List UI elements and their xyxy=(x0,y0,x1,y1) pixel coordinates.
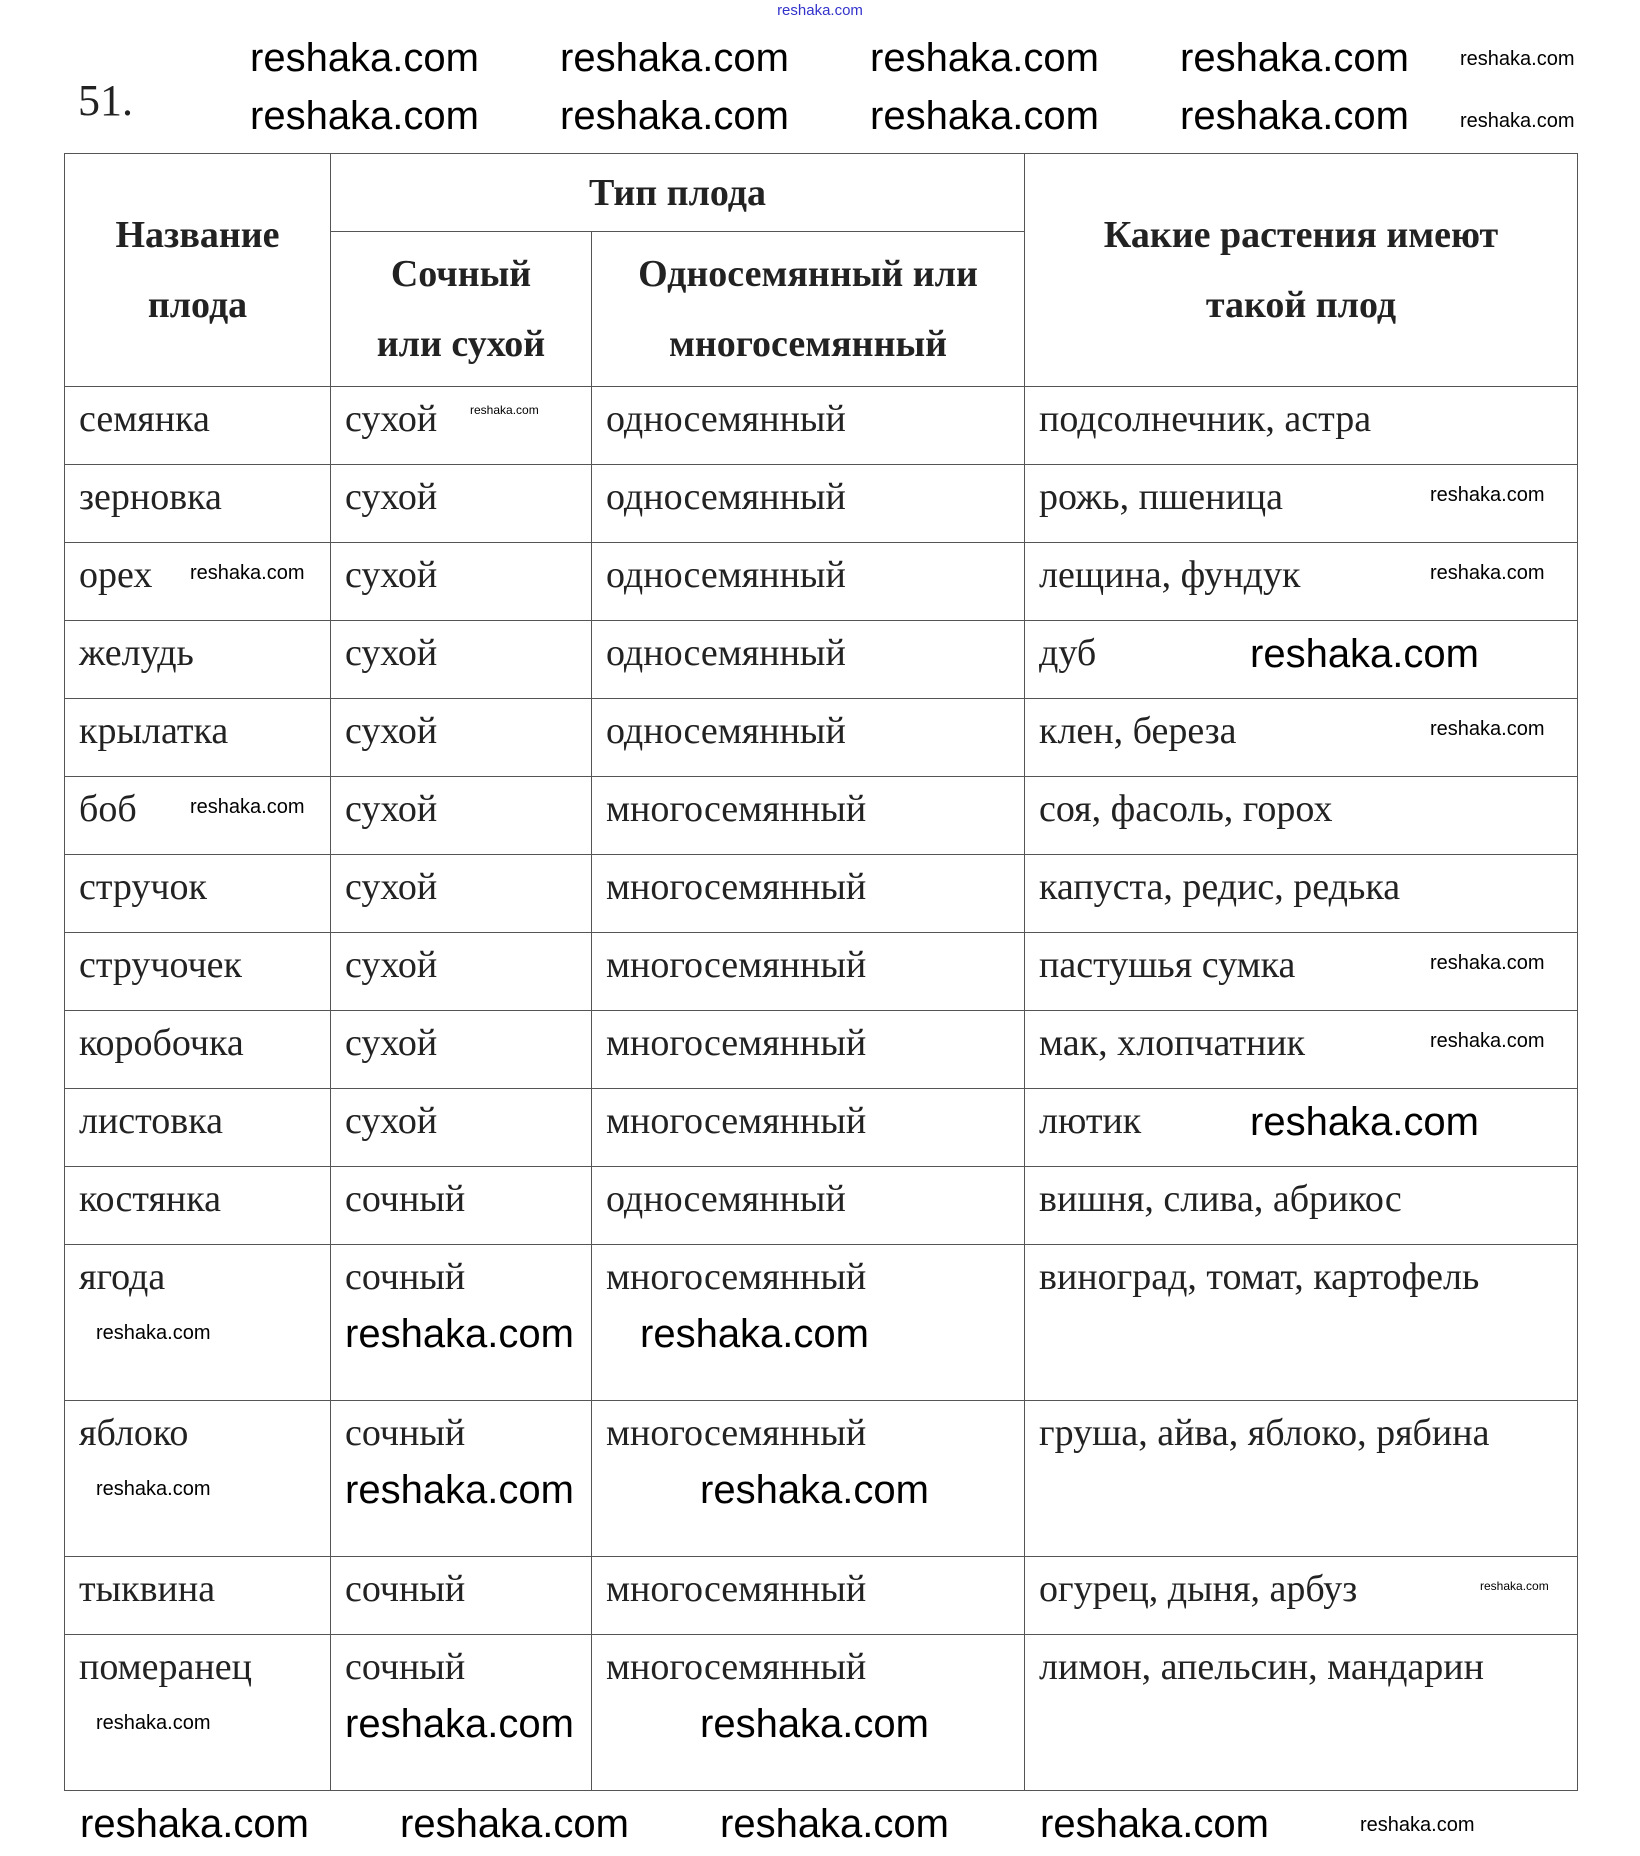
watermark: reshaka.com xyxy=(96,1322,211,1344)
cell-juicy: сухой xyxy=(331,621,592,699)
watermark: reshaka.com xyxy=(80,1802,309,1846)
cell-name: ягода xyxy=(65,1245,331,1401)
cell-plants: лютик xyxy=(1025,1089,1578,1167)
header-name: Название плода xyxy=(65,154,331,387)
cell-juicy: сухой xyxy=(331,465,592,543)
watermark: reshaka.com xyxy=(1430,718,1545,740)
header-fruit-type: Тип плода xyxy=(331,154,1025,232)
cell-name: коробочка xyxy=(65,1011,331,1089)
cell-name: желудь xyxy=(65,621,331,699)
cell-seeds: односемянный xyxy=(592,543,1025,621)
table-row xyxy=(65,1011,1578,1089)
watermark: reshaka.com xyxy=(870,94,1099,138)
cell-plants: мак, хлопчатник xyxy=(1025,1011,1578,1089)
cell-seeds: односемянный xyxy=(592,621,1025,699)
watermark: reshaka.com xyxy=(700,1468,929,1512)
cell-plants: лещина, фундук xyxy=(1025,543,1578,621)
watermark: reshaka.com xyxy=(250,94,479,138)
cell-plants: соя, фасоль, горох xyxy=(1025,777,1578,855)
watermark: reshaka.com xyxy=(96,1712,211,1734)
watermark: reshaka.com xyxy=(250,36,479,80)
cell-name: листовка xyxy=(65,1089,331,1167)
cell-plants: капуста, редис, редька xyxy=(1025,855,1578,933)
cell-juicy: сухой xyxy=(331,933,592,1011)
watermark: reshaka.com xyxy=(870,36,1099,80)
cell-seeds: многосемянный xyxy=(592,1089,1025,1167)
cell-seeds: односемянный xyxy=(592,465,1025,543)
cell-seeds: односемянный xyxy=(592,1167,1025,1245)
header-juicy-or-dry: Сочный или сухой xyxy=(331,232,592,387)
cell-seeds: односемянный xyxy=(592,387,1025,465)
header-plants: Какие растения имеют такой плод xyxy=(1025,154,1578,387)
table-row xyxy=(65,1557,1578,1635)
task-number: 51. xyxy=(78,76,133,125)
cell-plants: огурец, дыня, арбуз xyxy=(1025,1557,1578,1635)
watermark: reshaka.com xyxy=(1250,1100,1479,1144)
watermark: reshaka.com xyxy=(1180,36,1409,80)
cell-juicy: сухой xyxy=(331,543,592,621)
cell-plants: пастушья сумка xyxy=(1025,933,1578,1011)
watermark: reshaka.com xyxy=(345,1468,574,1512)
cell-name: боб xyxy=(65,777,331,855)
cell-seeds: многосемянный xyxy=(592,1635,1025,1791)
cell-name: яблоко xyxy=(65,1401,331,1557)
cell-seeds: односемянный xyxy=(592,699,1025,777)
cell-seeds: многосемянный xyxy=(592,1401,1025,1557)
watermark: reshaka.com xyxy=(560,36,789,80)
table-row xyxy=(65,855,1578,933)
cell-name: костянка xyxy=(65,1167,331,1245)
cell-juicy: сочный xyxy=(331,1245,592,1401)
cell-name: крылатка xyxy=(65,699,331,777)
cell-juicy: сухой xyxy=(331,1011,592,1089)
header-seed-count: Односемянный или многосемянный xyxy=(592,232,1025,387)
cell-name: стручочек xyxy=(65,933,331,1011)
cell-name: тыквина xyxy=(65,1557,331,1635)
cell-juicy: сухой xyxy=(331,777,592,855)
cell-name: зерновка xyxy=(65,465,331,543)
fruit-table xyxy=(64,153,1578,1791)
table-row xyxy=(65,699,1578,777)
cell-plants: подсолнечник, астра xyxy=(1025,387,1578,465)
watermark-top: reshaka.com xyxy=(777,2,863,19)
cell-juicy: сочный xyxy=(331,1635,592,1791)
watermark: reshaka.com xyxy=(1250,632,1479,676)
watermark: reshaka.com xyxy=(96,1478,211,1500)
cell-seeds: многосемянный xyxy=(592,1557,1025,1635)
watermark: reshaka.com xyxy=(1480,1579,1549,1593)
cell-seeds: многосемянный xyxy=(592,933,1025,1011)
watermark: reshaka.com xyxy=(400,1802,629,1846)
cell-juicy: сочный xyxy=(331,1557,592,1635)
watermark: reshaka.com xyxy=(190,796,305,818)
cell-juicy: сухой xyxy=(331,1089,592,1167)
cell-plants: вишня, слива, абрикос xyxy=(1025,1167,1578,1245)
watermark: reshaka.com xyxy=(1430,1030,1545,1052)
watermark: reshaka.com xyxy=(190,562,305,584)
watermark: reshaka.com xyxy=(1430,952,1545,974)
cell-name: орех xyxy=(65,543,331,621)
cell-plants: клен, береза xyxy=(1025,699,1578,777)
watermark: reshaka.com xyxy=(1430,562,1545,584)
cell-name: померанец xyxy=(65,1635,331,1791)
cell-name: семянка xyxy=(65,387,331,465)
watermark: reshaka.com xyxy=(1460,48,1575,70)
table-row xyxy=(65,387,1578,465)
table-row xyxy=(65,933,1578,1011)
watermark: reshaka.com xyxy=(720,1802,949,1846)
cell-seeds: многосемянный xyxy=(592,855,1025,933)
watermark: reshaka.com xyxy=(1180,94,1409,138)
cell-seeds: многосемянный xyxy=(592,1245,1025,1401)
watermark: reshaka.com xyxy=(345,1702,574,1746)
cell-name: стручок xyxy=(65,855,331,933)
watermark: reshaka.com xyxy=(1460,110,1575,132)
cell-plants: лимон, апельсин, мандарин xyxy=(1025,1635,1578,1791)
cell-plants: груша, айва, яблоко, рябина xyxy=(1025,1401,1578,1557)
watermark: reshaka.com xyxy=(560,94,789,138)
cell-plants: рожь, пшеница xyxy=(1025,465,1578,543)
cell-juicy: сухой xyxy=(331,387,592,465)
table-row xyxy=(65,1167,1578,1245)
table-row xyxy=(65,465,1578,543)
watermark: reshaka.com xyxy=(700,1702,929,1746)
cell-seeds: многосемянный xyxy=(592,1011,1025,1089)
watermark: reshaka.com xyxy=(345,1312,574,1356)
cell-plants: виноград, томат, картофель xyxy=(1025,1245,1578,1401)
cell-seeds: многосемянный xyxy=(592,777,1025,855)
cell-juicy: сухой xyxy=(331,855,592,933)
watermark: reshaka.com xyxy=(1360,1814,1475,1836)
cell-juicy: сухой xyxy=(331,699,592,777)
cell-juicy: сочный xyxy=(331,1401,592,1557)
watermark: reshaka.com xyxy=(470,403,539,417)
watermark: reshaka.com xyxy=(1430,484,1545,506)
cell-plants: дуб xyxy=(1025,621,1578,699)
watermark: reshaka.com xyxy=(640,1312,869,1356)
cell-juicy: сочный xyxy=(331,1167,592,1245)
watermark: reshaka.com xyxy=(1040,1802,1269,1846)
